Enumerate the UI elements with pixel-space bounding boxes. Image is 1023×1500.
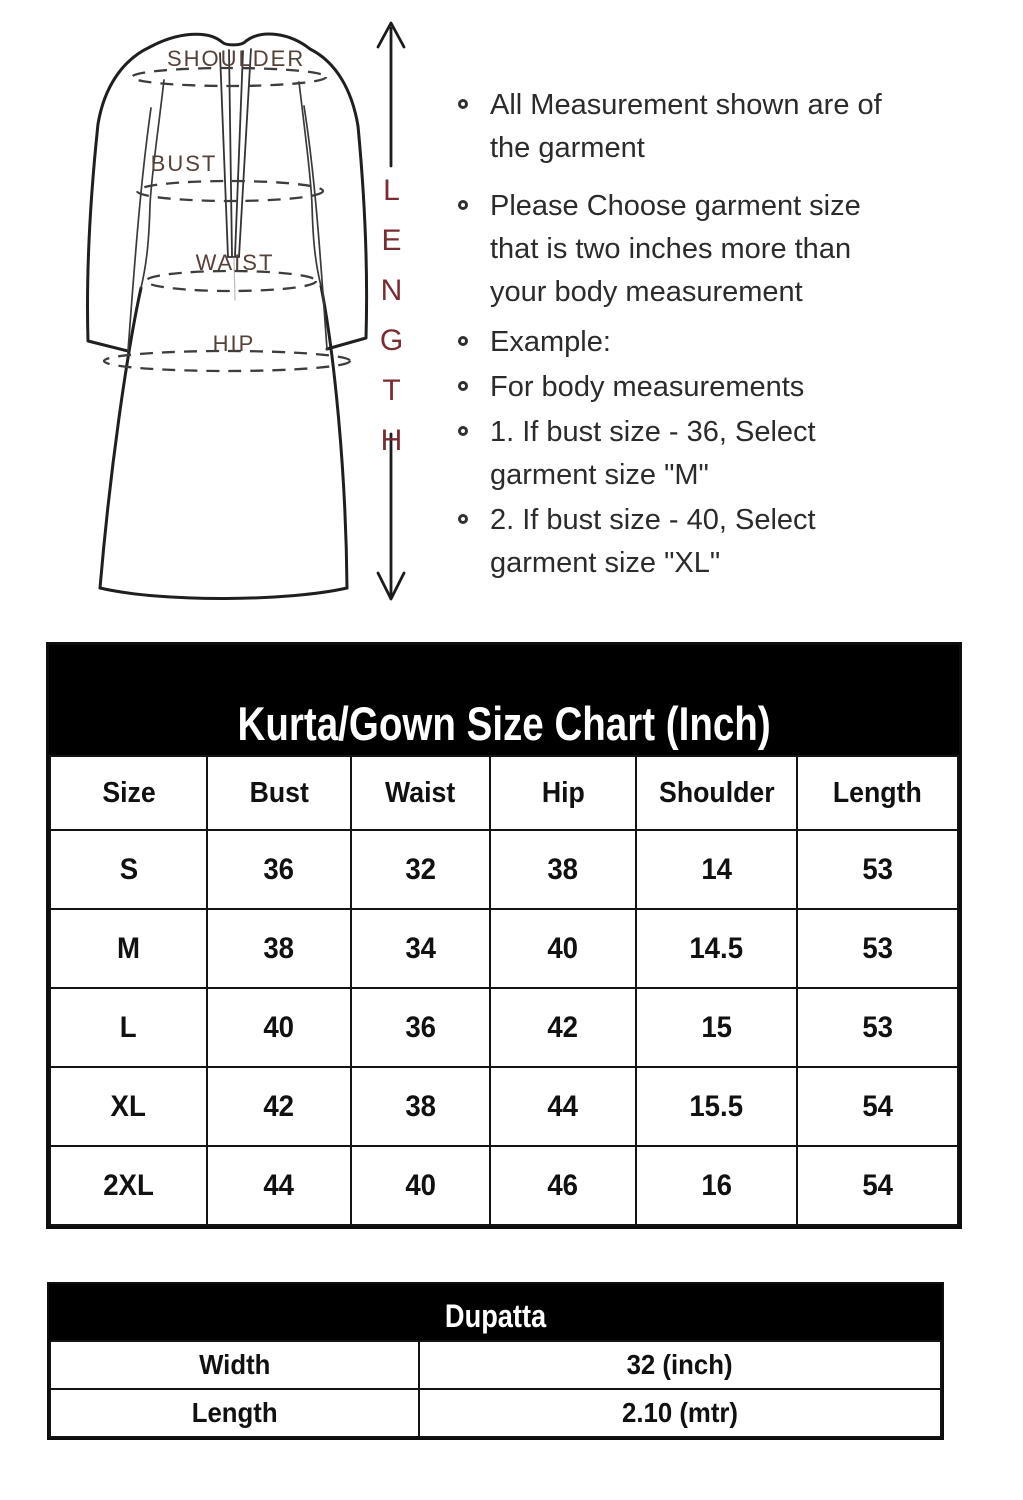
size-cell: L — [50, 988, 207, 1067]
list-item — [452, 499, 922, 585]
waist-cell: 36 — [351, 988, 491, 1067]
bust-cell: 38 — [207, 909, 350, 988]
table-row-m — [50, 909, 958, 988]
column-header-size: Size — [50, 756, 207, 830]
length-cell: 53 — [797, 909, 958, 988]
dupatta-width-value: 32 (inch) — [419, 1341, 941, 1389]
column-header-shoulder: Shoulder — [636, 756, 798, 830]
waist-cell: 38 — [351, 1067, 491, 1146]
shoulder-cell: 15.5 — [636, 1067, 798, 1146]
list-item — [452, 366, 922, 409]
note-text: 1. If bust size - 36, Select garment size "M" — [490, 416, 816, 491]
column-header-length: Length — [797, 756, 958, 830]
length-cell: 53 — [797, 830, 958, 909]
waist-cell: 32 — [351, 830, 491, 909]
shoulder-cell: 14.5 — [636, 909, 798, 988]
hip-cell: 46 — [490, 1146, 635, 1225]
shoulder-cell: 16 — [636, 1146, 798, 1225]
note-text: For body measurements — [490, 371, 805, 403]
table-row-s — [50, 830, 958, 909]
hip-label: HIP — [212, 331, 256, 356]
dupatta-width-label: Width — [50, 1341, 419, 1389]
bullet-icon — [458, 381, 468, 391]
note-text: All Measurement shown are of the garment — [490, 89, 882, 164]
length-cell: 53 — [797, 988, 958, 1067]
size-chart-title: Kurta/Gown Size Chart (Inch) — [237, 697, 771, 750]
size-chart-title-bar — [49, 645, 959, 755]
dupatta-title: Dupatta — [444, 1297, 547, 1334]
garment-inner-lines — [128, 80, 327, 351]
bust-cell: 40 — [207, 988, 350, 1067]
note-text: Please Choose garment size that is two inches more than your body measurement — [490, 190, 861, 308]
table-row-width — [50, 1341, 941, 1389]
measurement-notes-list — [452, 84, 922, 587]
hip-cell: 38 — [490, 830, 635, 909]
length-cell: 54 — [797, 1067, 958, 1146]
measurement-guide-section — [0, 0, 1023, 625]
list-item — [452, 411, 922, 497]
bust-cell: 36 — [207, 830, 350, 909]
column-header-bust: Bust — [207, 756, 350, 830]
hip-cell: 40 — [490, 909, 635, 988]
size-cell: M — [50, 909, 207, 988]
bullet-icon — [458, 99, 468, 109]
bust-dash-line — [137, 181, 323, 201]
size-cell: S — [50, 830, 207, 909]
bullet-icon — [458, 200, 468, 210]
column-header-hip: Hip — [490, 756, 635, 830]
bullet-icon — [458, 426, 468, 436]
waist-cell: 40 — [351, 1146, 491, 1225]
length-cell: 54 — [797, 1146, 958, 1225]
table-row-length — [50, 1389, 941, 1437]
bust-label: BUST — [150, 151, 218, 176]
hip-cell: 44 — [490, 1067, 635, 1146]
bullet-icon — [458, 336, 468, 346]
table-row-l — [50, 988, 958, 1067]
shoulder-label: SHOULDER — [167, 46, 306, 71]
bust-cell: 44 — [207, 1146, 350, 1225]
dupatta-length-value: 2.10 (mtr) — [419, 1389, 941, 1437]
length-label: LENGTH — [375, 174, 408, 474]
bust-cell: 42 — [207, 1067, 350, 1146]
list-item — [452, 185, 922, 314]
shoulder-cell: 15 — [636, 988, 798, 1067]
size-cell: XL — [50, 1067, 207, 1146]
table-row-xl — [50, 1067, 958, 1146]
note-text: Example: — [490, 326, 611, 358]
size-chart-table — [46, 642, 962, 1229]
waist-label: WAIST — [195, 250, 275, 275]
shoulder-cell: 14 — [636, 830, 798, 909]
hip-cell: 42 — [490, 988, 635, 1067]
column-header-waist: Waist — [351, 756, 491, 830]
list-item — [452, 84, 922, 170]
header-row — [50, 756, 958, 830]
table-row-2xl — [50, 1146, 958, 1225]
dupatta-length-label: Length — [50, 1389, 419, 1437]
bullet-icon — [458, 514, 468, 524]
list-item — [452, 321, 922, 364]
dupatta-title-bar — [49, 1284, 942, 1340]
waist-cell: 34 — [351, 909, 491, 988]
size-cell: 2XL — [50, 1146, 207, 1225]
dupatta-table — [47, 1282, 944, 1440]
note-text: 2. If bust size - 40, Select garment size "XL" — [490, 504, 816, 579]
